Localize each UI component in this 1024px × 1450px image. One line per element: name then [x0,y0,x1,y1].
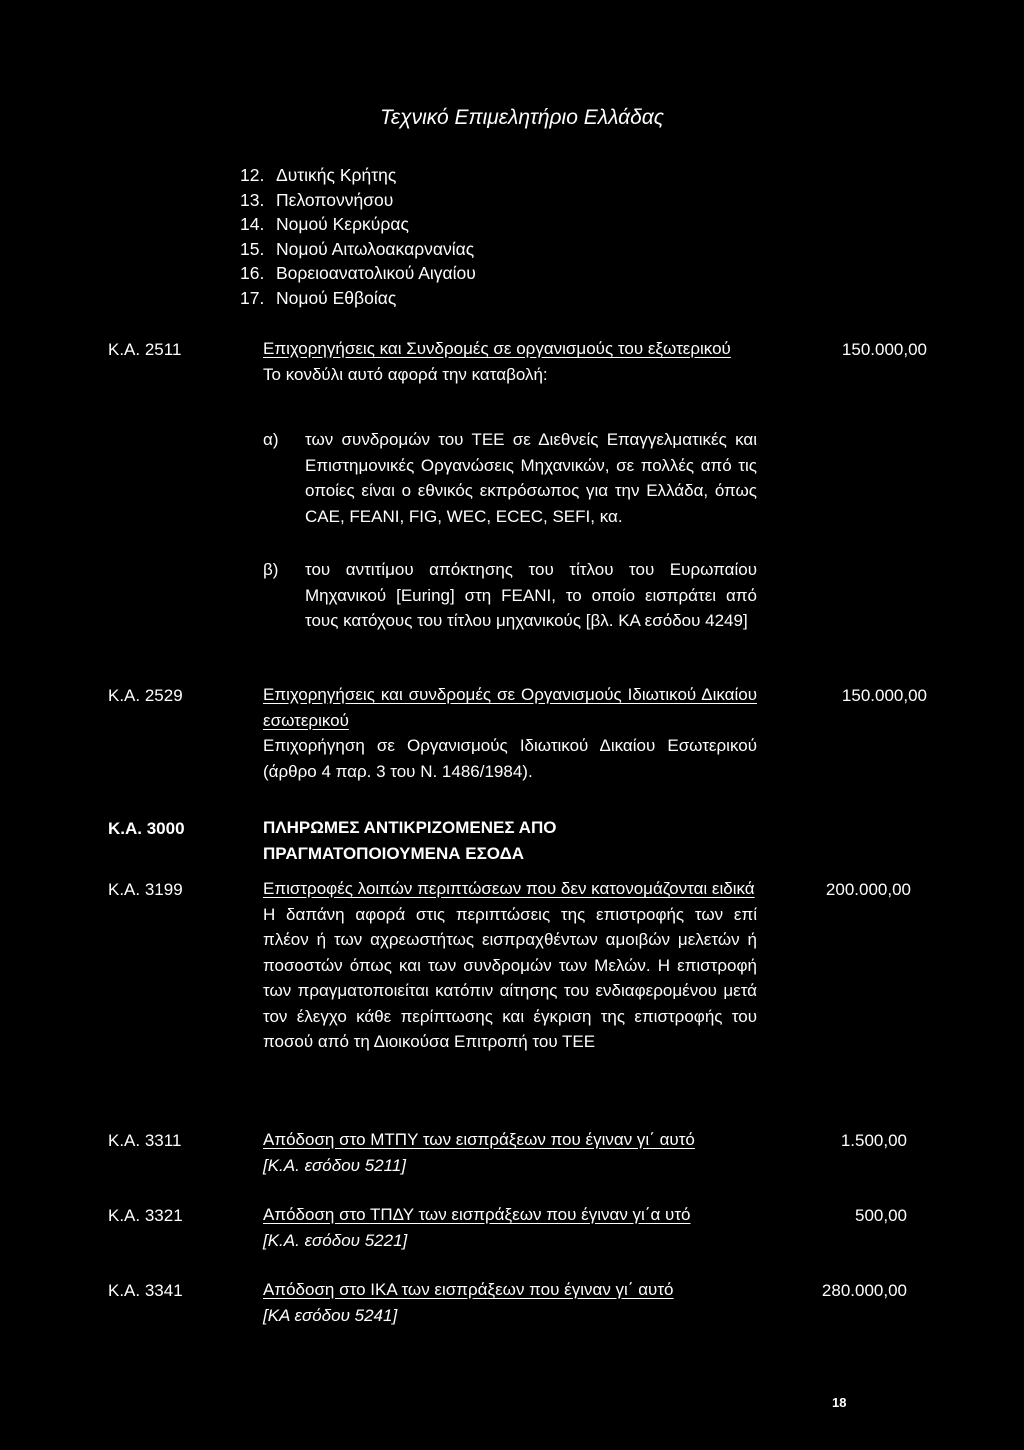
list-item [240,261,476,286]
entry-amount-3199: 200.000,00 [825,880,911,899]
list-item-text: Νομού Εθβοίας [276,287,397,308]
list-item-number: 15. [240,238,265,259]
subitem-text: των συνδρομών του ΤΕΕ σε Διεθνείς Επαγγελματικές και Επιστημονικές Οργανώσεις Μηχανικών, σε πολλές από τις οποίες είναι ο εθνικός εκπρόσωπος για την Ελλάδα, όπως CAE, FEANI, FIG, WEC, ECEC, SEFI, κα. [305,430,757,526]
entry-code-3199: Κ.Α. 3199 [108,880,183,899]
entry-description-2511 [263,336,757,387]
entry-title: Απόδοση στο ΜΤΠΥ των εισπράξεων που έγιναν γι΄ αυτό [263,1130,695,1149]
entry-code-3311: Κ.Α. 3311 [108,1131,182,1150]
entry-description-3321 [263,1202,757,1253]
list-item-number: 14. [240,214,265,234]
entry-amount-3311: 1.500,00 [840,1131,907,1150]
entry-description-3199 [263,876,757,1055]
list-item-number: 12. [240,165,265,185]
list-item [240,212,476,237]
list-item-text: Πελοποννήσου [276,189,394,210]
entry-title: Απόδοση στο ΙΚΑ των εισπράξεων που έγιναν γι΄ αυτό [263,1280,674,1299]
entry-body: Η δαπάνη αφορά στις περιπτώσεις της επιστροφής των επί πλέον ή των αχρεωστήτως εισπραχθέντων αμοιβών μελετών ή ποσοστών όπως και των συνδρομών των Μελών. Η επιστροφή των πραγματοποιείται κατόπιν αίτησης του ενδιαφερομένου μετά τον έλεγχο κάθε περίπτωσης και έγκριση της επιστροφής του ποσού από τη Διοικούσα Επιτροπή του ΤΕΕ [263,904,757,1051]
entry-title: Επιστροφές λοιπών περιπτώσεων που δεν κατονομάζονται ειδικά [263,879,755,898]
list-item [240,188,476,213]
entry-code-3000: Κ.Α. 3000 [108,819,185,838]
entry-description-3341 [263,1277,757,1328]
entry-title: Επιχορηγήσεις και συνδρομές σε Οργανισμούς Ιδιωτικού Δικαίου εσωτερικού [263,685,757,730]
entry-code-2529: Κ.Α. 2529 [108,686,183,705]
subitem-label: β) [263,560,279,579]
entry-amount-2529: 150.000,00 [841,686,927,705]
entry-code-2511: Κ.Α. 2511 [108,340,182,359]
subitem-label: α) [263,430,279,449]
list-item-text: Νομού Αιτωλοακαρνανίας [276,238,475,259]
subitem-a [263,427,757,529]
list-item [240,237,476,262]
entry-title-3000: ΠΛΗΡΩΜΕΣ ΑΝΤΙΚΡΙΖΟΜΕΝΕΣ ΑΠΟ ΠΡΑΓΜΑΤΟΠΟΙΟΥΜΕΝΑ ΕΣΟΔΑ [263,818,557,863]
entry-intro: Το κονδύλι αυτό αφορά την καταβολή: [263,364,548,384]
entry-body: Επιχορήγηση σε Οργανισμούς Ιδιωτικού Δικαίου Εσωτερικού (άρθρο 4 παρ. 3 του Ν. 1486/1984). [263,736,757,781]
list-item [240,286,476,311]
list-item-text: Δυτικής Κρήτης [276,165,397,185]
entry-title: Απόδοση στο ΤΠΔΥ των εισπράξεων που έγιναν γι΄α υτό [263,1205,691,1224]
entry-code-3321: Κ.Α. 3321 [108,1206,183,1225]
entry-amount-3341: 280.000,00 [821,1281,907,1300]
list-item [240,163,476,188]
entry-title: Επιχορηγήσεις και Συνδρομές σε οργανισμούς του εξωτερικού [263,339,731,358]
list-item-number: 17. [240,287,265,308]
list-item-text: Βορειοανατολικού Αιγαίου [276,263,476,283]
entry-reference: [ΚΑ εσόδου 5241] [263,1305,398,1325]
entry-description-3311 [263,1127,757,1178]
entry-description-2529 [263,682,757,784]
page-header-title: Τεχνικό Επιμελητήριο Ελλάδας [380,106,664,129]
list-item-number: 13. [240,189,265,210]
list-item-text: Νομού Κερκύρας [276,214,409,234]
page-number: 18 [832,1395,847,1410]
list-item-number: 16. [240,263,265,283]
entry-reference: [Κ.Α. εσόδου 5211] [263,1155,406,1175]
subitem-b [263,557,757,634]
entry-amount-2511: 150.000,00 [841,340,927,359]
entry-amount-3321: 500,00 [855,1206,907,1225]
subitem-text: του αντιτίμου απόκτησης του τίτλου του Ευρωπαίου Μηχανικού [Euring] στη FEANI, το οποίο εισπράτει από τους κατόχους του τίτλου μηχανικούς [βλ. ΚΑ εσόδου 4249] [305,560,757,630]
entry-code-3341: Κ.Α. 3341 [108,1281,183,1300]
region-list [240,163,476,310]
entry-reference: [Κ.Α. εσόδου 5221] [263,1230,408,1250]
